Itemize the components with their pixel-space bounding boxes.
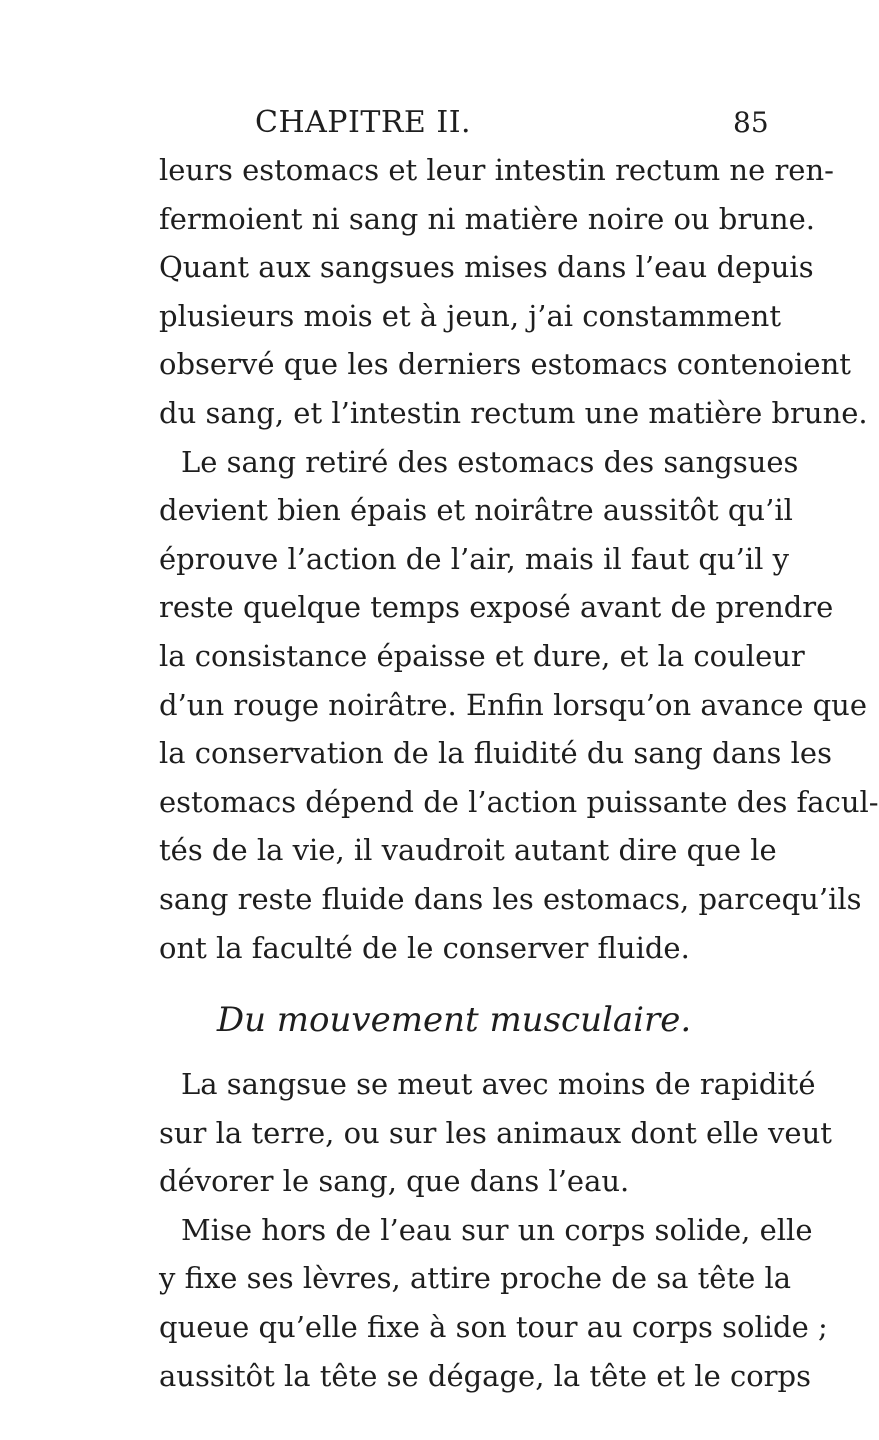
section-title: Du mouvement musculaire. xyxy=(216,1000,692,1041)
text-line: la consistance épaisse et dure, et la couleur xyxy=(159,638,805,673)
text-line: la conservation de la fluidité du sang dans les xyxy=(159,736,832,771)
text-line: Mise hors de l’eau sur un corps solide, elle xyxy=(181,1212,813,1247)
paragraph xyxy=(159,438,879,973)
running-head: CHAPITRE II. xyxy=(255,105,472,140)
text-line: sur la terre, ou sur les animaux dont elle veut xyxy=(159,1115,832,1150)
paragraph xyxy=(159,1206,828,1400)
text-line: éprouve l’action de l’air, mais il faut qu’il y xyxy=(159,541,790,576)
text-line: d’un rouge noirâtre. Enfin lorsqu’on avance que xyxy=(159,687,868,722)
text-line: queue qu’elle fixe à son tour au corps solide ; xyxy=(159,1310,828,1345)
text-line: observé que les derniers estomacs contenoient xyxy=(159,347,851,382)
body-text xyxy=(159,146,879,1400)
paragraph xyxy=(159,146,868,438)
text-line: Le sang retiré des estomacs des sangsues xyxy=(181,444,799,479)
text-line: fermoient ni sang ni matière noire ou brune. xyxy=(159,201,815,236)
text-line: reste quelque temps exposé avant de prendre xyxy=(159,590,834,625)
text-line: plusieurs mois et à jeun, j’ai constamment xyxy=(159,298,781,333)
text-line: Quant aux sangsues mises dans l’eau depuis xyxy=(159,250,814,285)
text-line: leurs estomacs et leur intestin rectum ne ren- xyxy=(159,153,834,187)
paragraph xyxy=(159,1060,832,1206)
text-line: devient bien épais et noirâtre aussitôt qu’il xyxy=(159,493,793,528)
text-line: aussitôt la tête se dégage, la tête et le corps xyxy=(159,1358,811,1393)
text-line: du sang, et l’intestin rectum une matière brune. xyxy=(159,395,868,430)
page-number: 85 xyxy=(733,106,769,139)
text-line: dévorer le sang, que dans l’eau. xyxy=(159,1164,630,1199)
text-line: estomacs dépend de l’action puissante des facul- xyxy=(159,784,879,819)
page-header xyxy=(0,101,800,145)
text-line: sang reste fluide dans les estomacs, parcequ’ils xyxy=(159,881,862,916)
text-line: tés de la vie, il vaudroit autant dire que le xyxy=(159,833,777,868)
text-line: La sangsue se meut avec moins de rapidité xyxy=(181,1067,816,1102)
text-line: y fixe ses lèvres, attire proche de sa tête la xyxy=(159,1261,792,1296)
text-line: ont la faculté de le conserver fluide. xyxy=(159,930,690,965)
